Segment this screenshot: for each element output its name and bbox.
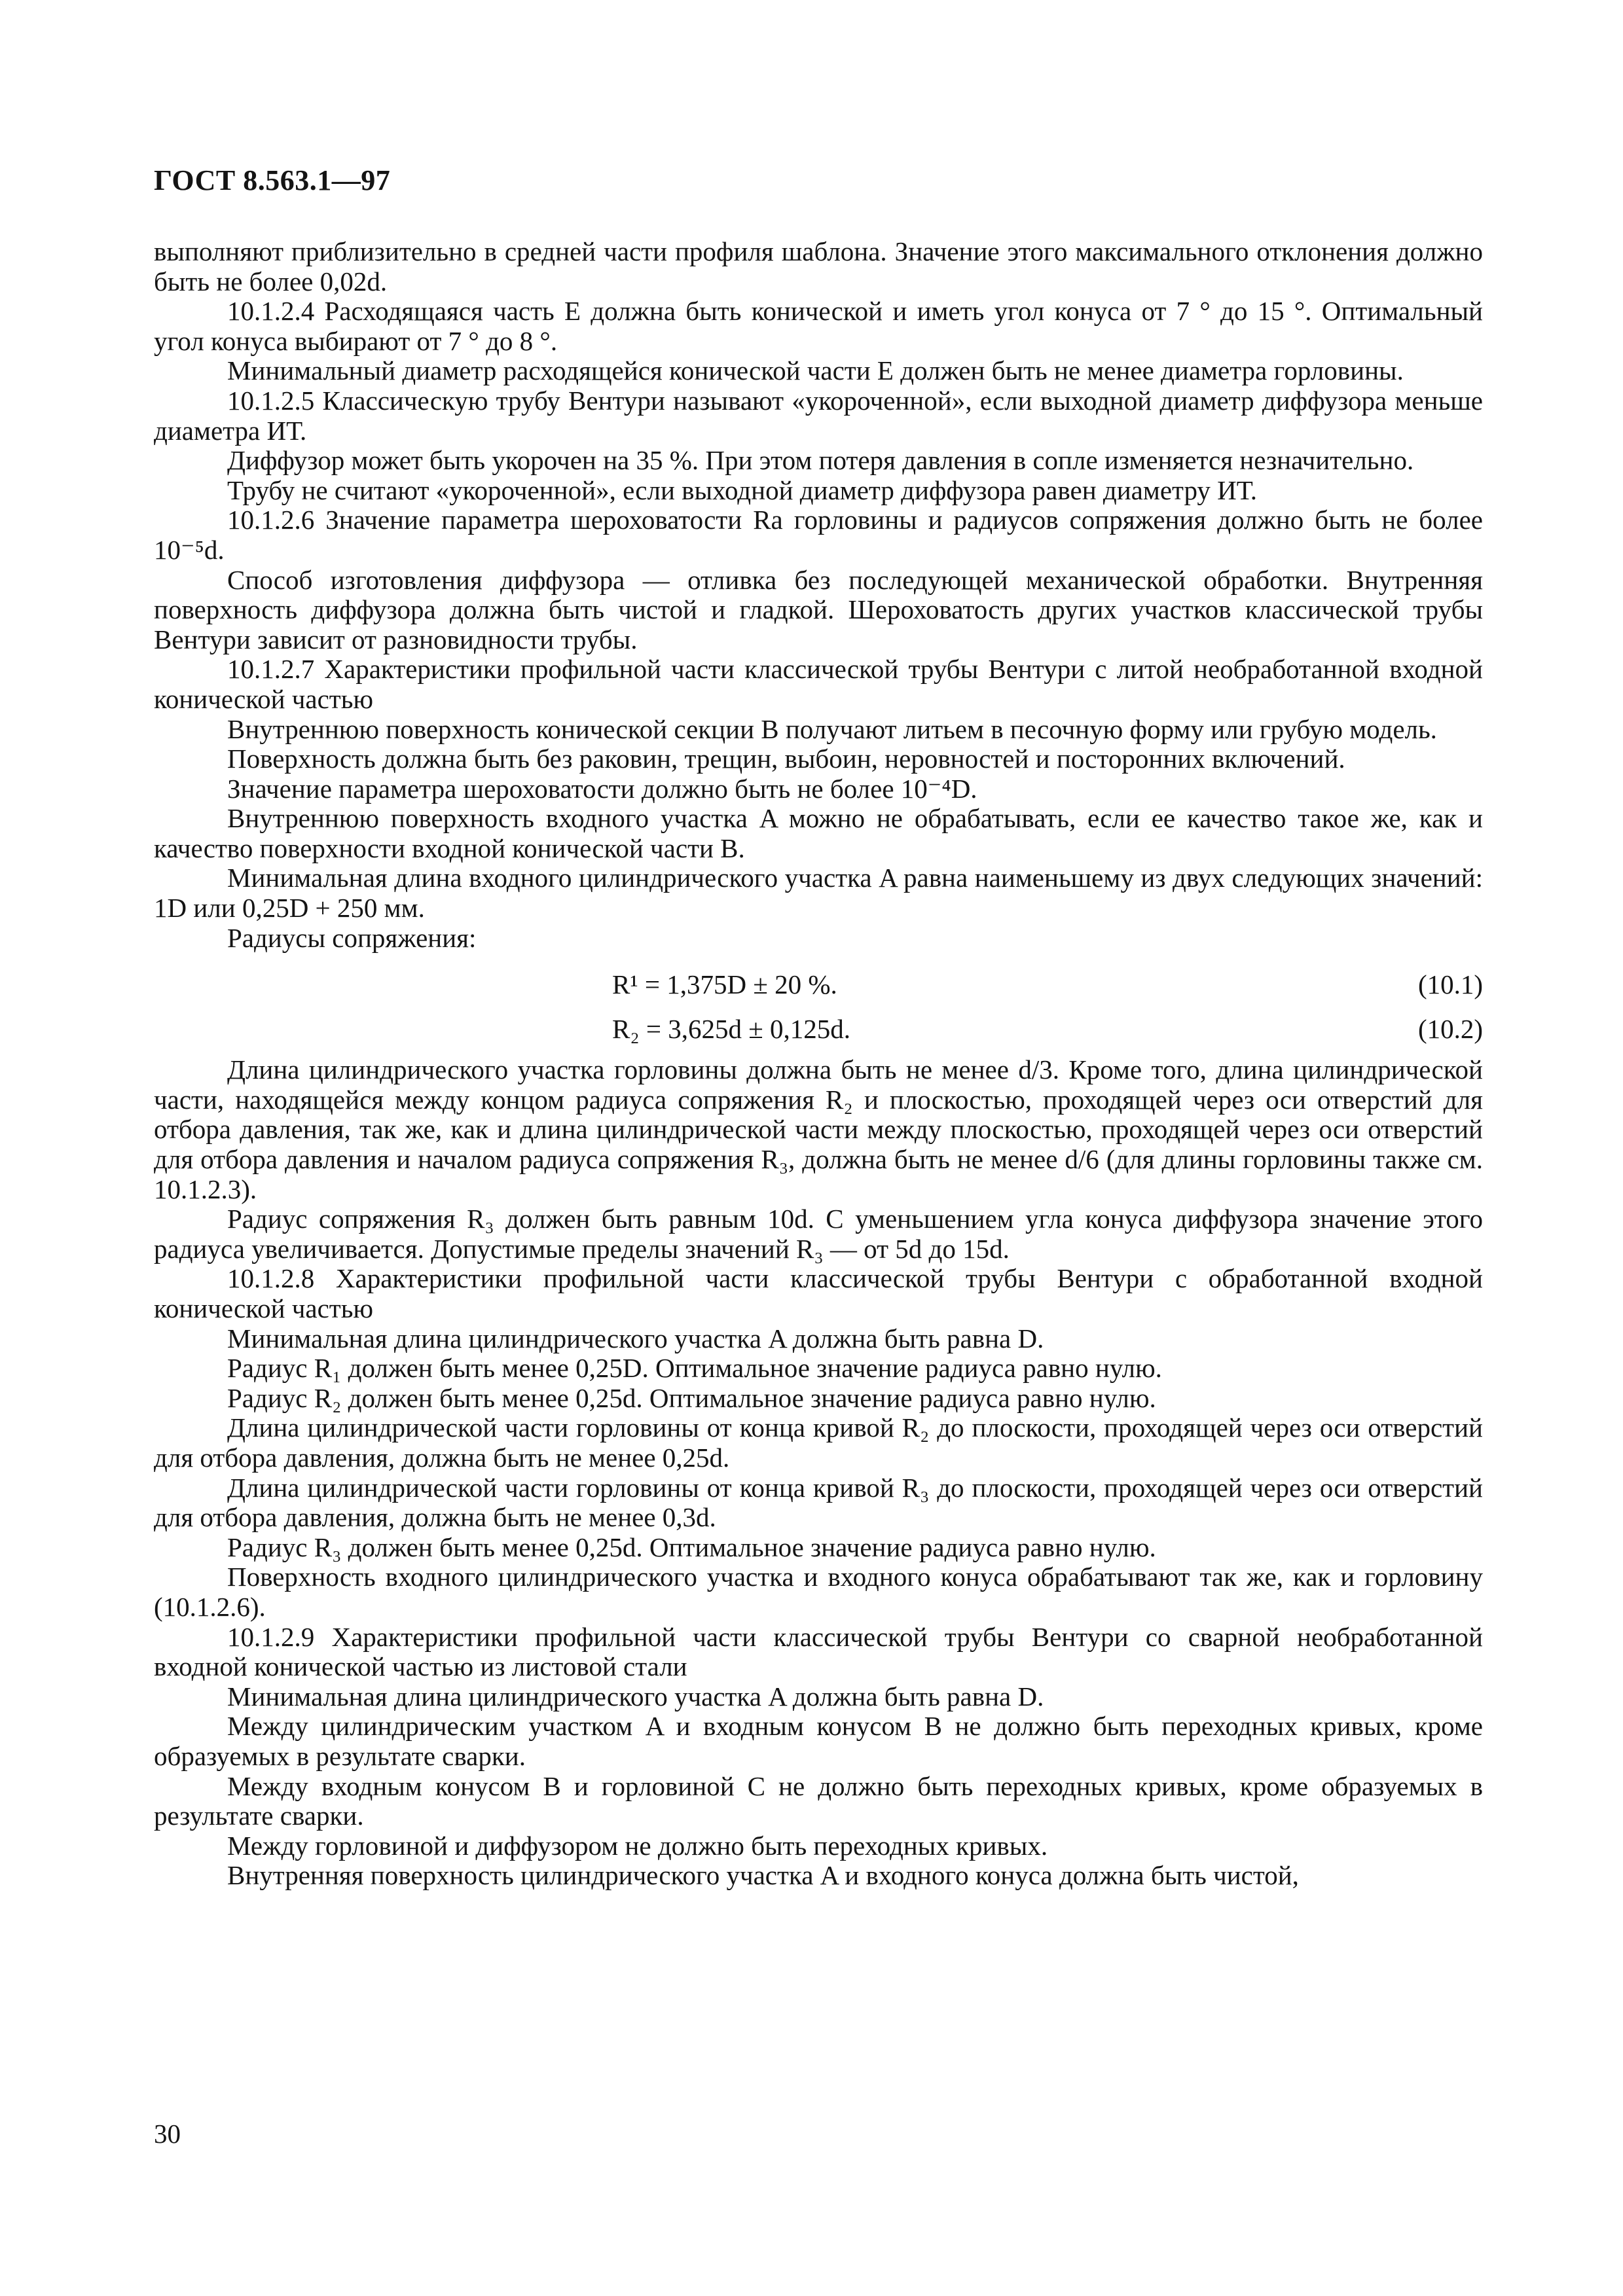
paragraph: Значение параметра шероховатости должно быть не более 10⁻⁴D. [227,773,977,804]
formula-expression: R₂ = 3,625d ± 0,125d. [612,1014,851,1045]
paragraph: Внутреннюю поверхность входного участка A можно не обрабатывать, если ее качество такое же, как и качество поверхности входной конической части B. [154,803,1483,863]
page-number: 30 [154,2119,181,2149]
paragraph: Длина цилиндрической части горловины от конца кривой R₂ до плоскости, проходящей через оси отверстий для отбора давления, должна быть не менее 0,25d. [154,1412,1483,1473]
paragraph: Минимальная длина входного цилиндрического участка A равна наименьшему из двух следующих значений: 1D или 0,25D + 250 мм. [154,863,1483,924]
paragraph: Радиус R₂ должен быть менее 0,25d. Оптимальное значение радиуса равно нулю. [227,1382,1156,1413]
paragraph: Поверхность входного цилиндрического участка и входного конуса обрабатывают так же, как и горловину (10.1.2.6). [154,1562,1483,1622]
paragraph: Способ изготовления диффузора — отливка без последующей механической обработки. Внутренняя поверхность диффузора должна быть чистой и гладкой. Шероховатость других участков классической трубы Вентури зависит от разновидности трубы. [154,564,1483,655]
formula-expression: R¹ = 1,375D ± 20 %. [612,969,837,1000]
paragraph: выполняют приблизительно в средней части профиля шаблона. Значение этого максимального отклонения должно быть не более 0,02d. [154,236,1483,296]
formula-10-2 [154,1007,1483,1051]
document-page [154,164,1483,1891]
formula-number: (10.2) [1417,1014,1483,1045]
paragraph: 10.1.2.7 Характеристики профильной части классической трубы Вентури с литой необработанной входной конической частью [154,654,1483,714]
paragraph: Радиус R₁ должен быть менее 0,25D. Оптимальное значение радиуса равно нулю. [227,1353,1162,1384]
paragraph: Длина цилиндрической части горловины от конца кривой R₃ до плоскости, проходящей через оси отверстий для отбора давления, должна быть не менее 0,3d. [154,1472,1483,1533]
formula-number: (10.1) [1417,969,1483,1000]
paragraph: Длина цилиндрического участка горловины должна быть не менее d/3. Кроме того, длина цилиндрической части, находящейся между концом радиуса сопряжения R₂ и плоскостью, проходящей через оси отверстий для отбора давления, так же, как и длина цилиндрической части между плоскостью, проходящей через оси отверстий для отбора давления и началом радиуса сопряжения R₃, должна быть не менее d/6 (для длины горловины также см. 10.1.2.3). [154,1054,1483,1204]
paragraph: Между цилиндрическим участком A и входным конусом B не должно быть переходных кривых, кроме образуемых в результате сварки. [154,1711,1483,1771]
document-header: ГОСТ 8.563.1—97 [154,164,391,196]
paragraph: 10.1.2.6 Значение параметра шероховатости Ra горловины и радиусов сопряжения должно быть не более 10⁻⁵d. [154,505,1483,565]
formula-10-1 [154,962,1483,1007]
paragraph: Между входным конусом B и горловиной C не должно быть переходных кривых, кроме образуемых в результате сварки. [154,1770,1483,1831]
paragraph: Радиус R₃ должен быть менее 0,25d. Оптимальное значение радиуса равно нулю. [227,1532,1156,1562]
paragraph: 10.1.2.8 Характеристики профильной части классической трубы Вентури с обработанной входной конической частью [154,1263,1483,1323]
paragraph: Поверхность должна быть без раковин, трещин, выбоин, неровностей и посторонних включений. [227,744,1345,774]
paragraph: 10.1.2.4 Расходящаяся часть E должна быть конической и иметь угол конуса от 7 ° до 15 °. Оптимальный угол конуса выбирают от 7 ° до 8 °. [154,296,1483,356]
paragraph: Между горловиной и диффузором не должно быть переходных кривых. [227,1830,1048,1861]
paragraph: Трубу не считают «укороченной», если выходной диаметр диффузора равен диаметру ИТ. [227,475,1257,505]
paragraph: Внутренняя поверхность цилиндрического участка A и входного конуса должна быть чистой, [227,1860,1299,1891]
paragraph: Минимальная длина цилиндрического участка A должна быть равна D. [227,1323,1044,1354]
paragraph: 10.1.2.9 Характеристики профильной части классической трубы Вентури со сварной необработанной входной конической частью из листовой стали [154,1621,1483,1682]
paragraph: Диффузор может быть укорочен на 35 %. При этом потеря давления в сопле изменяется незначительно. [227,445,1414,476]
paragraph: Минимальный диаметр расходящейся конической части E должен быть не менее диаметра горловины. [227,355,1404,386]
document-body [154,237,1483,1891]
paragraph: Радиус сопряжения R₃ должен быть равным 10d. С уменьшением угла конуса диффузора значение этого радиуса увеличивается. Допустимые пределы значений R₃ — от 5d до 15d. [154,1204,1483,1264]
paragraph: Минимальная длина цилиндрического участка A должна быть равна D. [227,1681,1044,1712]
paragraph: 10.1.2.5 Классическую трубу Вентури называют «укороченной», если выходной диаметр диффузора меньше диаметра ИТ. [154,385,1483,446]
paragraph: Радиусы сопряжения: [227,922,477,953]
paragraph: Внутреннюю поверхность конической секции B получают литьем в песочную форму или грубую модель. [227,713,1437,744]
